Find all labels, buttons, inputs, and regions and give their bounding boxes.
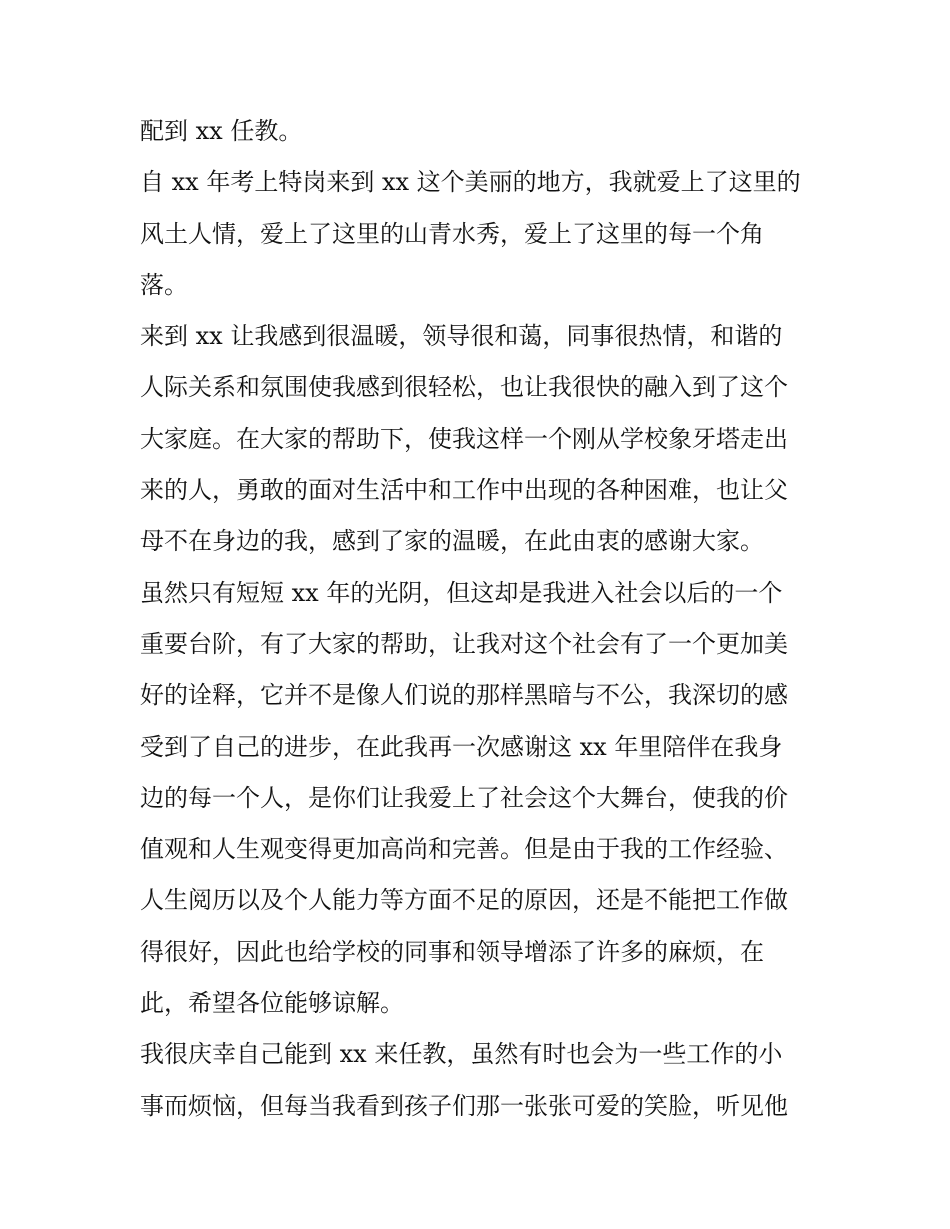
text-line: 事而烦恼，但每当我看到孩子们那一张张可爱的笑脸，听见他 <box>140 1091 788 1120</box>
document-body <box>140 106 820 1132</box>
text-line: 值观和人生观变得更加高尚和完善。但是由于我的工作经验、 <box>140 835 788 864</box>
text-line: 边的每一个人，是你们让我爱上了社会这个大舞台，使我的价 <box>140 783 788 812</box>
text-line: 母不在身边的我，感到了家的温暖，在此由衷的感谢大家。 <box>140 527 764 556</box>
text-line: 风土人情，爱上了这里的山青水秀，爱上了这里的每一个角 <box>140 219 764 248</box>
text-line: 人际关系和氛围使我感到很轻松，也让我很快的融入到了这个 <box>140 373 788 402</box>
text-line: 虽然只有短短 xx 年的光阴，但这却是我进入社会以后的一个 <box>140 578 783 607</box>
text-line: 来的人，勇敢的面对生活中和工作中出现的各种困难，也让父 <box>140 476 788 505</box>
text-line: 人生阅历以及个人能力等方面不足的原因，还是不能把工作做 <box>140 886 788 915</box>
text-line: 落。 <box>140 270 188 299</box>
text-line: 自 xx 年考上特岗来到 xx 这个美丽的地方，我就爱上了这里的 <box>140 168 801 197</box>
text-line: 重要台阶，有了大家的帮助，让我对这个社会有了一个更加美 <box>140 629 788 658</box>
text-line: 好的诠释，它并不是像人们说的那样黑暗与不公，我深切的感 <box>140 681 788 710</box>
text-line: 大家庭。在大家的帮助下，使我这样一个刚从学校象牙塔走出 <box>140 424 788 453</box>
text-line: 配到 xx 任教。 <box>140 117 303 145</box>
text-line: 来到 xx 让我感到很温暖，领导很和蔼，同事很热情，和谐的 <box>140 322 783 351</box>
text-line: 得很好，因此也给学校的同事和领导增添了许多的麻烦，在 <box>140 937 764 966</box>
text-line: 受到了自己的进步，在此我再一次感谢这 xx 年里陪伴在我身 <box>140 732 783 761</box>
text-line: 我很庆幸自己能到 xx 来任教，虽然有时也会为一些工作的小 <box>140 1040 783 1069</box>
text-line: 此，希望各位能够谅解。 <box>140 989 404 1018</box>
